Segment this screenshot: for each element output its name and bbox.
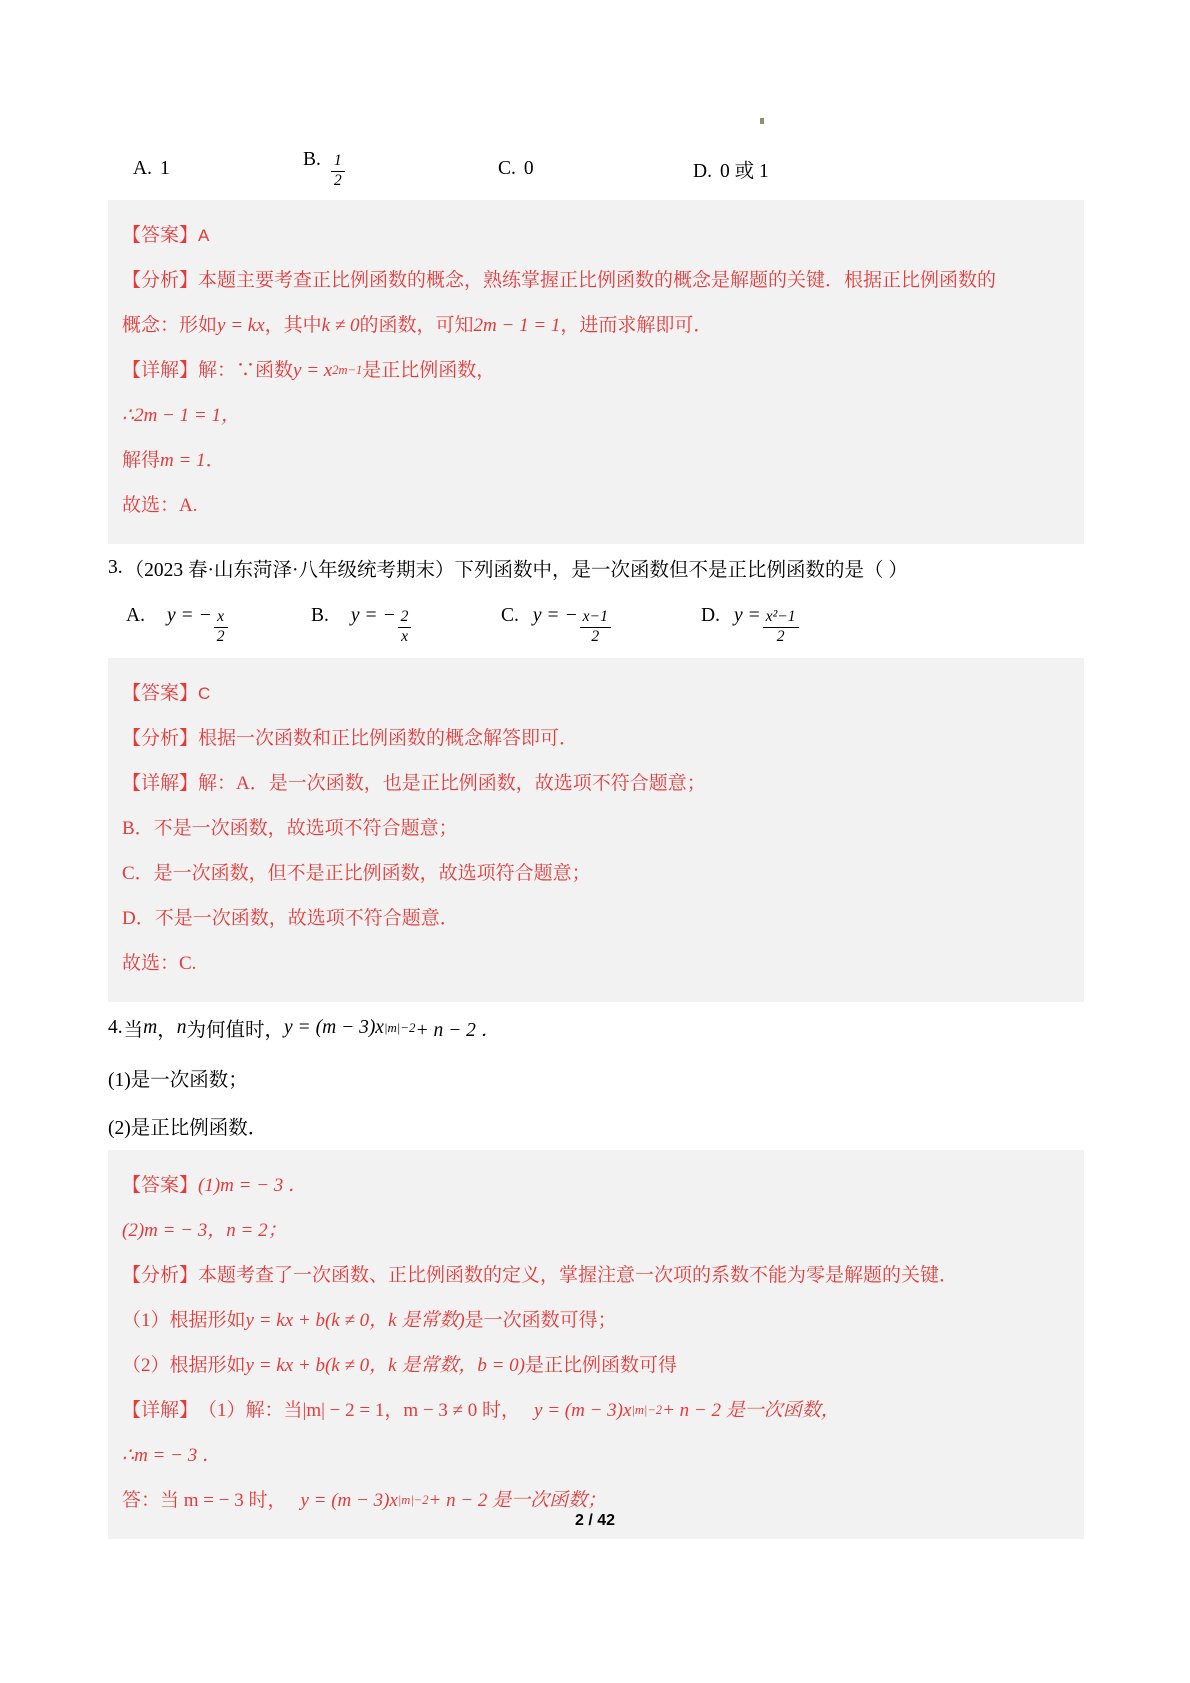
question-4-equation: y = (m − 3)x [284, 1017, 384, 1038]
analysis-2-pre: （2）根据形如 [122, 1355, 246, 1376]
sub-question-1-text: (1)是一次函数； [108, 1070, 248, 1091]
analysis-1-pre: （1）根据形如 [122, 1310, 246, 1331]
answer-line-analysis [108, 258, 1084, 303]
analysis-1-post: 是一次函数可得； [464, 1310, 617, 1331]
answer-value-1: (1)m = − 3 ． [198, 1175, 308, 1196]
page-number: 2 / 42 [574, 1512, 616, 1529]
analysis-cont-mid2: 的函数，可知 [359, 315, 474, 336]
final-exponent: |m|−2 [397, 1493, 429, 1508]
analysis-eq-1: y = kx [217, 315, 265, 336]
analysis-cont-post: ，进而求解即可． [560, 315, 713, 336]
detail-pre: （1）解：当|m| − 2 = 1，m − 3 ≠ 0 时， [198, 1400, 521, 1421]
q3-choice-c-fraction [580, 609, 611, 645]
analysis-tag: 【分析】 [122, 1265, 199, 1286]
answer3-line-analysis [108, 716, 1084, 761]
final-post: + n − 2 是一次函数； [428, 1490, 607, 1511]
q3-choice-b-label: B. [311, 604, 329, 626]
step2-pre: 解得 [122, 450, 161, 471]
answer-line-analysis-cont [108, 303, 1084, 348]
choice-a-label: A. [133, 158, 152, 179]
question-3-stem [108, 544, 1084, 592]
choice-a-value: 1 [159, 158, 170, 179]
analysis-text: 本题主要考查正比例函数的概念，熟练掌握正比例函数的概念是解题的关键．根据正比例函数的 [198, 270, 997, 291]
question-4-var-m: m [143, 1017, 158, 1038]
sub-question-2-text: (2)是正比例函数． [108, 1118, 268, 1139]
answer3-line-b [108, 806, 1084, 851]
q3-choice-a-label: A. [126, 604, 145, 626]
answer4-line-analysis [108, 1253, 1084, 1298]
q3-choice-c[interactable] [501, 605, 701, 645]
q3-choice-a-fraction [214, 609, 228, 645]
analysis-cont-mid1: ，其中 [264, 315, 322, 336]
detail-tag: 【详解】 [122, 773, 199, 794]
analysis-tag: 【分析】 [122, 270, 199, 291]
fraction-numerator: x²−1 [763, 609, 799, 628]
q3-choice-d-fraction [763, 609, 799, 645]
answer4-line-result [108, 1433, 1084, 1478]
choice-b[interactable] [303, 149, 498, 189]
answer-value-2: (2)m = − 3，n = 2； [122, 1220, 287, 1241]
question-4-sub-1 [108, 1054, 1084, 1102]
final-equation: y = (m − 3)x [300, 1490, 398, 1511]
question-4-post: 为何值时， [186, 1020, 285, 1041]
question-3-text: （2023 春·山东菏泽·八年级统考期末）下列函数中，是一次函数但不是正比例函数的是（ ） [124, 560, 908, 581]
question-3-choices [108, 592, 1084, 658]
question-4-pre: 当 [123, 1020, 144, 1041]
q3-choice-d-label: D. [701, 604, 720, 626]
detail-c-text: C．是一次函数，但不是正比例函数，故选项符合题意； [122, 863, 591, 884]
answer-line-answer [108, 213, 1084, 258]
fraction-denominator: 2 [216, 627, 225, 645]
detail-tag: 【详解】 [122, 1400, 199, 1421]
final-pre: 答：当 m = − 3 时， [122, 1490, 287, 1511]
detail-tag: 【详解】 [122, 360, 199, 381]
answer-block-3 [108, 658, 1084, 1002]
detail-d-text: D．不是一次函数，故选项不符合题意． [122, 908, 459, 929]
analysis-text: 根据一次函数和正比例函数的概念解答即可． [198, 728, 579, 749]
answer3-line-c [108, 851, 1084, 896]
conclusion-text: 故选：A. [122, 495, 198, 516]
choice-b-fraction [331, 153, 345, 189]
answer3-line-conclusion [108, 941, 1084, 986]
analysis-1-equation: y = kx + b(k ≠ 0，k 是常数) [245, 1310, 465, 1331]
q3-choice-b-lhs: y = − [350, 604, 396, 626]
answer-line-step2 [108, 438, 1084, 483]
answer-tag: 【答案】 [122, 1175, 199, 1196]
q3-choice-d-lhs: y = [733, 604, 761, 626]
choice-b-label: B. [303, 148, 321, 170]
answer3-line-d [108, 896, 1084, 941]
q3-choice-d[interactable] [701, 605, 801, 645]
analysis-tag: 【分析】 [122, 728, 199, 749]
question-3-number: 3. [108, 557, 123, 578]
fraction-denominator: 2 [776, 627, 785, 645]
result-text: ∴m = − 3 ． [122, 1445, 221, 1466]
page-content [108, 0, 1084, 1539]
answer4-line-detail [108, 1388, 1084, 1433]
q3-choice-c-lhs: y = − [532, 604, 578, 626]
q3-choice-c-label: C. [501, 604, 519, 626]
fraction-numerator: 2 [398, 609, 412, 628]
step2-post: ． [205, 450, 225, 471]
page-footer [0, 1512, 1190, 1530]
choice-c-label: C. [498, 158, 516, 179]
answer-block-1 [108, 200, 1084, 544]
question-4-equation-rhs: + n − 2 ． [415, 1020, 501, 1041]
choice-c[interactable] [498, 158, 693, 180]
answer4-line-answer-2 [108, 1208, 1084, 1253]
step1-equation: ∴2m − 1 = 1， [122, 405, 240, 426]
fraction-denominator: 2 [333, 171, 342, 189]
step2-equation: m = 1 [160, 450, 206, 471]
detail-eq: y = x [293, 360, 333, 381]
question-4-var-n: n [176, 1017, 187, 1038]
answer-tag: 【答案】 [122, 683, 199, 704]
q3-choice-a[interactable] [126, 605, 311, 645]
detail-exponent: |m|−2 [631, 1403, 663, 1418]
question-1-choices [108, 138, 1084, 200]
question-4-stem [108, 1002, 1084, 1054]
answer-line-detail [108, 348, 1084, 393]
answer-block-4 [108, 1150, 1084, 1539]
conclusion-text: 故选：C. [122, 953, 197, 974]
answer4-line-analysis-2 [108, 1343, 1084, 1388]
fraction-denominator: x [401, 627, 408, 645]
q3-choice-b[interactable] [311, 605, 501, 645]
choice-c-value: 0 [523, 158, 534, 179]
answer4-line-answer [108, 1163, 1084, 1208]
analysis-2-post: 是正比例函数可得 [524, 1355, 677, 1376]
choice-d-label: D. [693, 161, 712, 182]
analysis-eq-2: k ≠ 0 [321, 315, 360, 336]
detail-equation: y = (m − 3)x [534, 1400, 632, 1421]
question-4-number: 4. [108, 1017, 123, 1038]
detail-post: 是正比例函数， [362, 360, 496, 381]
answer-line-conclusion [108, 483, 1084, 528]
detail-exponent: 2m−1 [332, 363, 363, 378]
question-4-sub-2 [108, 1102, 1084, 1150]
fraction-denominator: 2 [591, 627, 600, 645]
q3-choice-a-lhs: y = − [166, 604, 212, 626]
answer3-line-answer [108, 671, 1084, 716]
question-4-exponent: |m|−2 [383, 1020, 416, 1035]
analysis-cont-pre: 概念：形如 [122, 315, 218, 336]
answer4-line-analysis-1 [108, 1298, 1084, 1343]
detail-post: + n − 2 是一次函数， [662, 1400, 840, 1421]
fraction-numerator: 1 [331, 153, 345, 172]
answer3-line-detail [108, 761, 1084, 806]
analysis-eq-3: 2m − 1 = 1 [473, 315, 561, 336]
detail-b-text: B．不是一次函数，故选项不符合题意； [122, 818, 458, 839]
choice-a[interactable] [133, 158, 303, 180]
detail-text: 解：A．是一次函数，也是正比例函数，故选项不符合题意； [198, 773, 706, 794]
question-4-mid: ， [157, 1020, 177, 1041]
answer-value: C [198, 684, 211, 703]
fraction-numerator: x−1 [580, 609, 611, 628]
answer-line-step1 [108, 393, 1084, 438]
q3-choice-b-fraction [398, 609, 412, 645]
choice-d-value: 0 或 1 [719, 161, 769, 182]
fraction-numerator: x [214, 609, 228, 628]
answer-value: A [198, 226, 210, 245]
detail-pre: 解：∵函数 [198, 360, 294, 381]
choice-d[interactable] [693, 155, 769, 183]
analysis-text: 本题考查了一次函数、正比例函数的定义，掌握注意一次项的系数不能为零是解题的关键． [198, 1265, 959, 1286]
answer-tag: 【答案】 [122, 225, 199, 246]
analysis-2-equation: y = kx + b(k ≠ 0，k 是常数，b = 0) [245, 1355, 525, 1376]
